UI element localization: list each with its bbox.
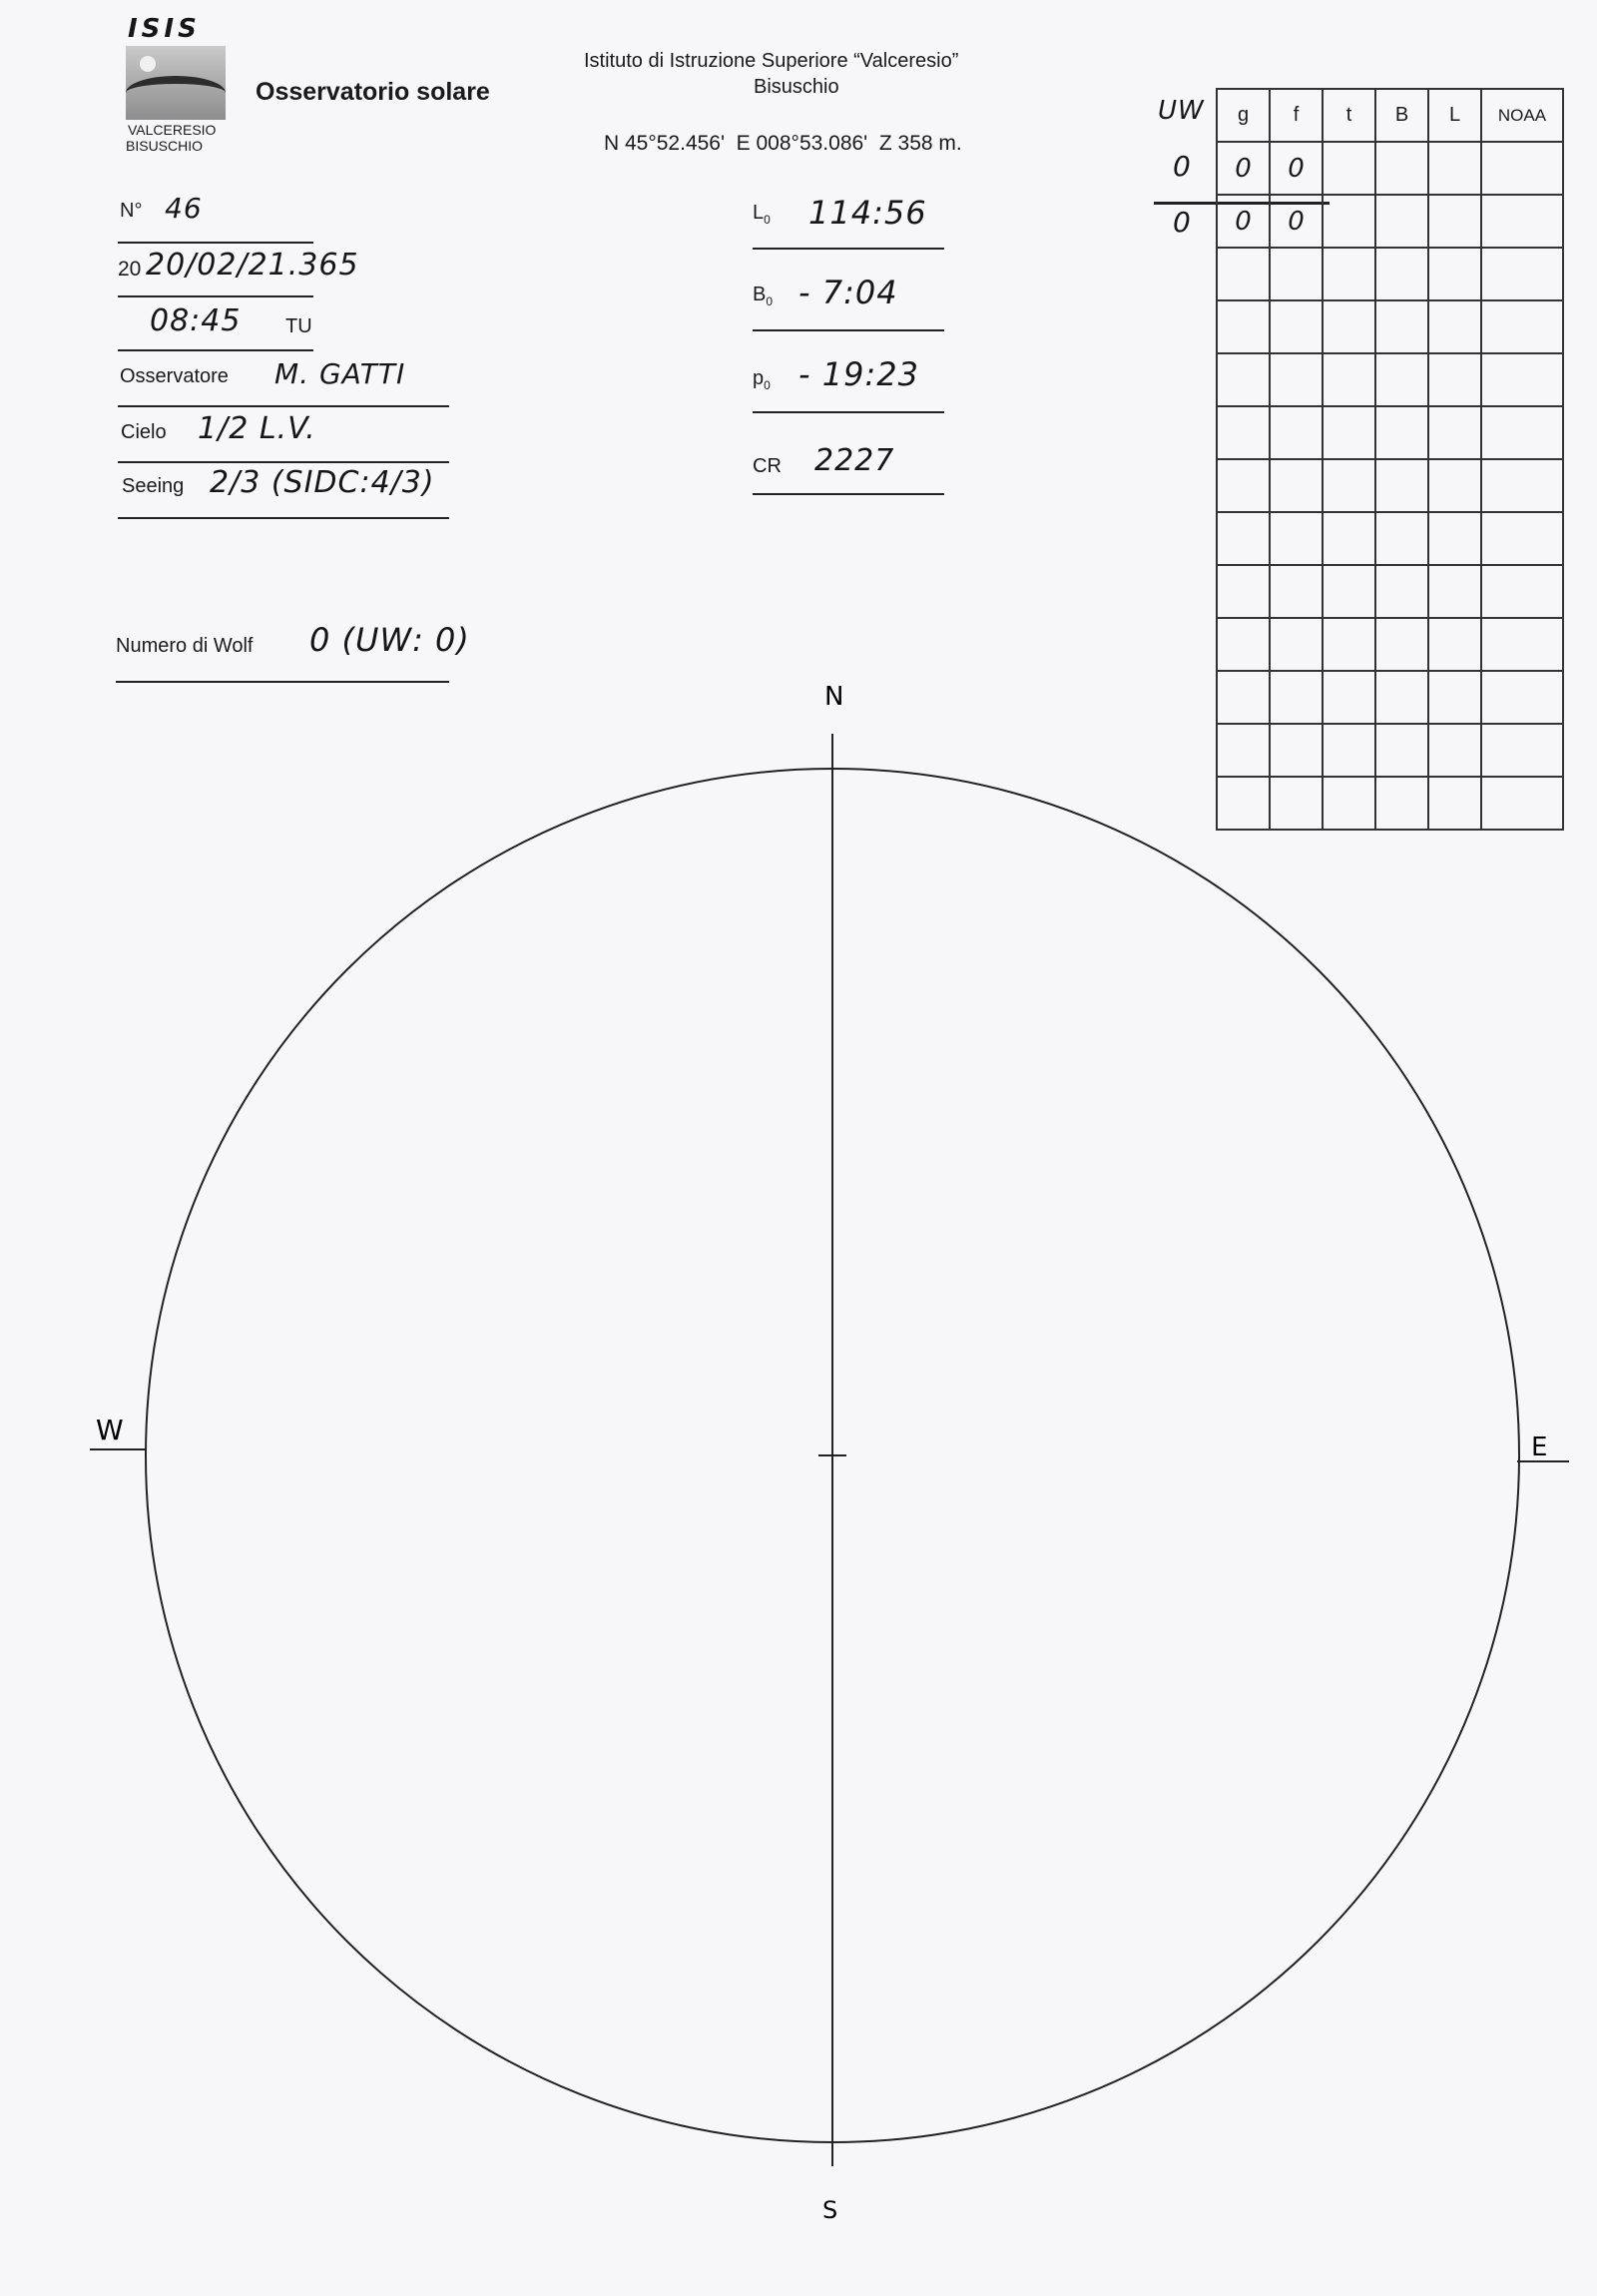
sky-value: 1/2 L.V. [198,411,316,446]
col-header-g: g [1217,89,1270,142]
seeing-value: 2/3 (SIDC:4/3) [210,465,435,500]
observer-value: M. GATTI [274,357,406,390]
cell-f[interactable]: 0 [1270,142,1323,195]
institute-line2: Bisuschio [754,76,839,98]
observatory-title: Osservatorio solare [256,78,490,106]
wolf-label: Numero di Wolf [116,635,254,657]
l0-label: $L_0$ [753,202,771,227]
institute-line1: Istituto di Istruzione Superiore “Valceresio” [584,50,959,72]
west-label: W [96,1414,124,1446]
cr-value: 2227 [814,443,895,478]
b0-label: $B_0$ [753,284,774,308]
uw-value-1: 0 [1173,150,1192,183]
col-header-b: B [1375,89,1428,142]
north-label: N [824,682,844,712]
p0-value: - 19:23 [798,355,919,393]
logo-text-line2: BISUSCHIO [126,138,204,154]
wolf-value: 0 (UW: 0) [309,621,470,659]
east-label: E [1531,1433,1548,1462]
cell-f[interactable]: 0 [1270,195,1323,248]
time-value: 08:45 [150,303,242,338]
number-value: 46 [165,192,203,225]
col-header-f: f [1270,89,1323,142]
coordinates: N 45°52.456' E 008°53.086' Z 358 m. [604,132,962,155]
logo-text-line1: VALCERESIO [128,122,217,138]
col-header-noaa: NOAA [1481,89,1563,142]
number-label: N° [120,200,143,222]
date-value: 20/02/21.365 [146,248,359,283]
uw-value-2: 0 [1173,206,1192,239]
cr-label: CR [753,455,782,477]
col-header-t: t [1323,89,1375,142]
p0-label: $p_0$ [753,367,771,392]
sky-label: Cielo [121,421,167,443]
cell-g[interactable]: 0 [1217,142,1270,195]
date-prefix: 20 [118,258,142,281]
uw-label: UW [1158,96,1205,126]
time-suffix: TU [285,315,312,337]
observer-label: Osservatore [120,365,229,387]
south-label: S [822,2196,838,2224]
b0-value: - 7:04 [798,274,898,311]
col-header-l: L [1428,89,1481,142]
seeing-label: Seeing [122,475,185,497]
logo-top-text: ISIS [128,14,201,44]
cell-g[interactable]: 0 [1217,195,1270,248]
l0-value: 114:56 [808,194,927,232]
